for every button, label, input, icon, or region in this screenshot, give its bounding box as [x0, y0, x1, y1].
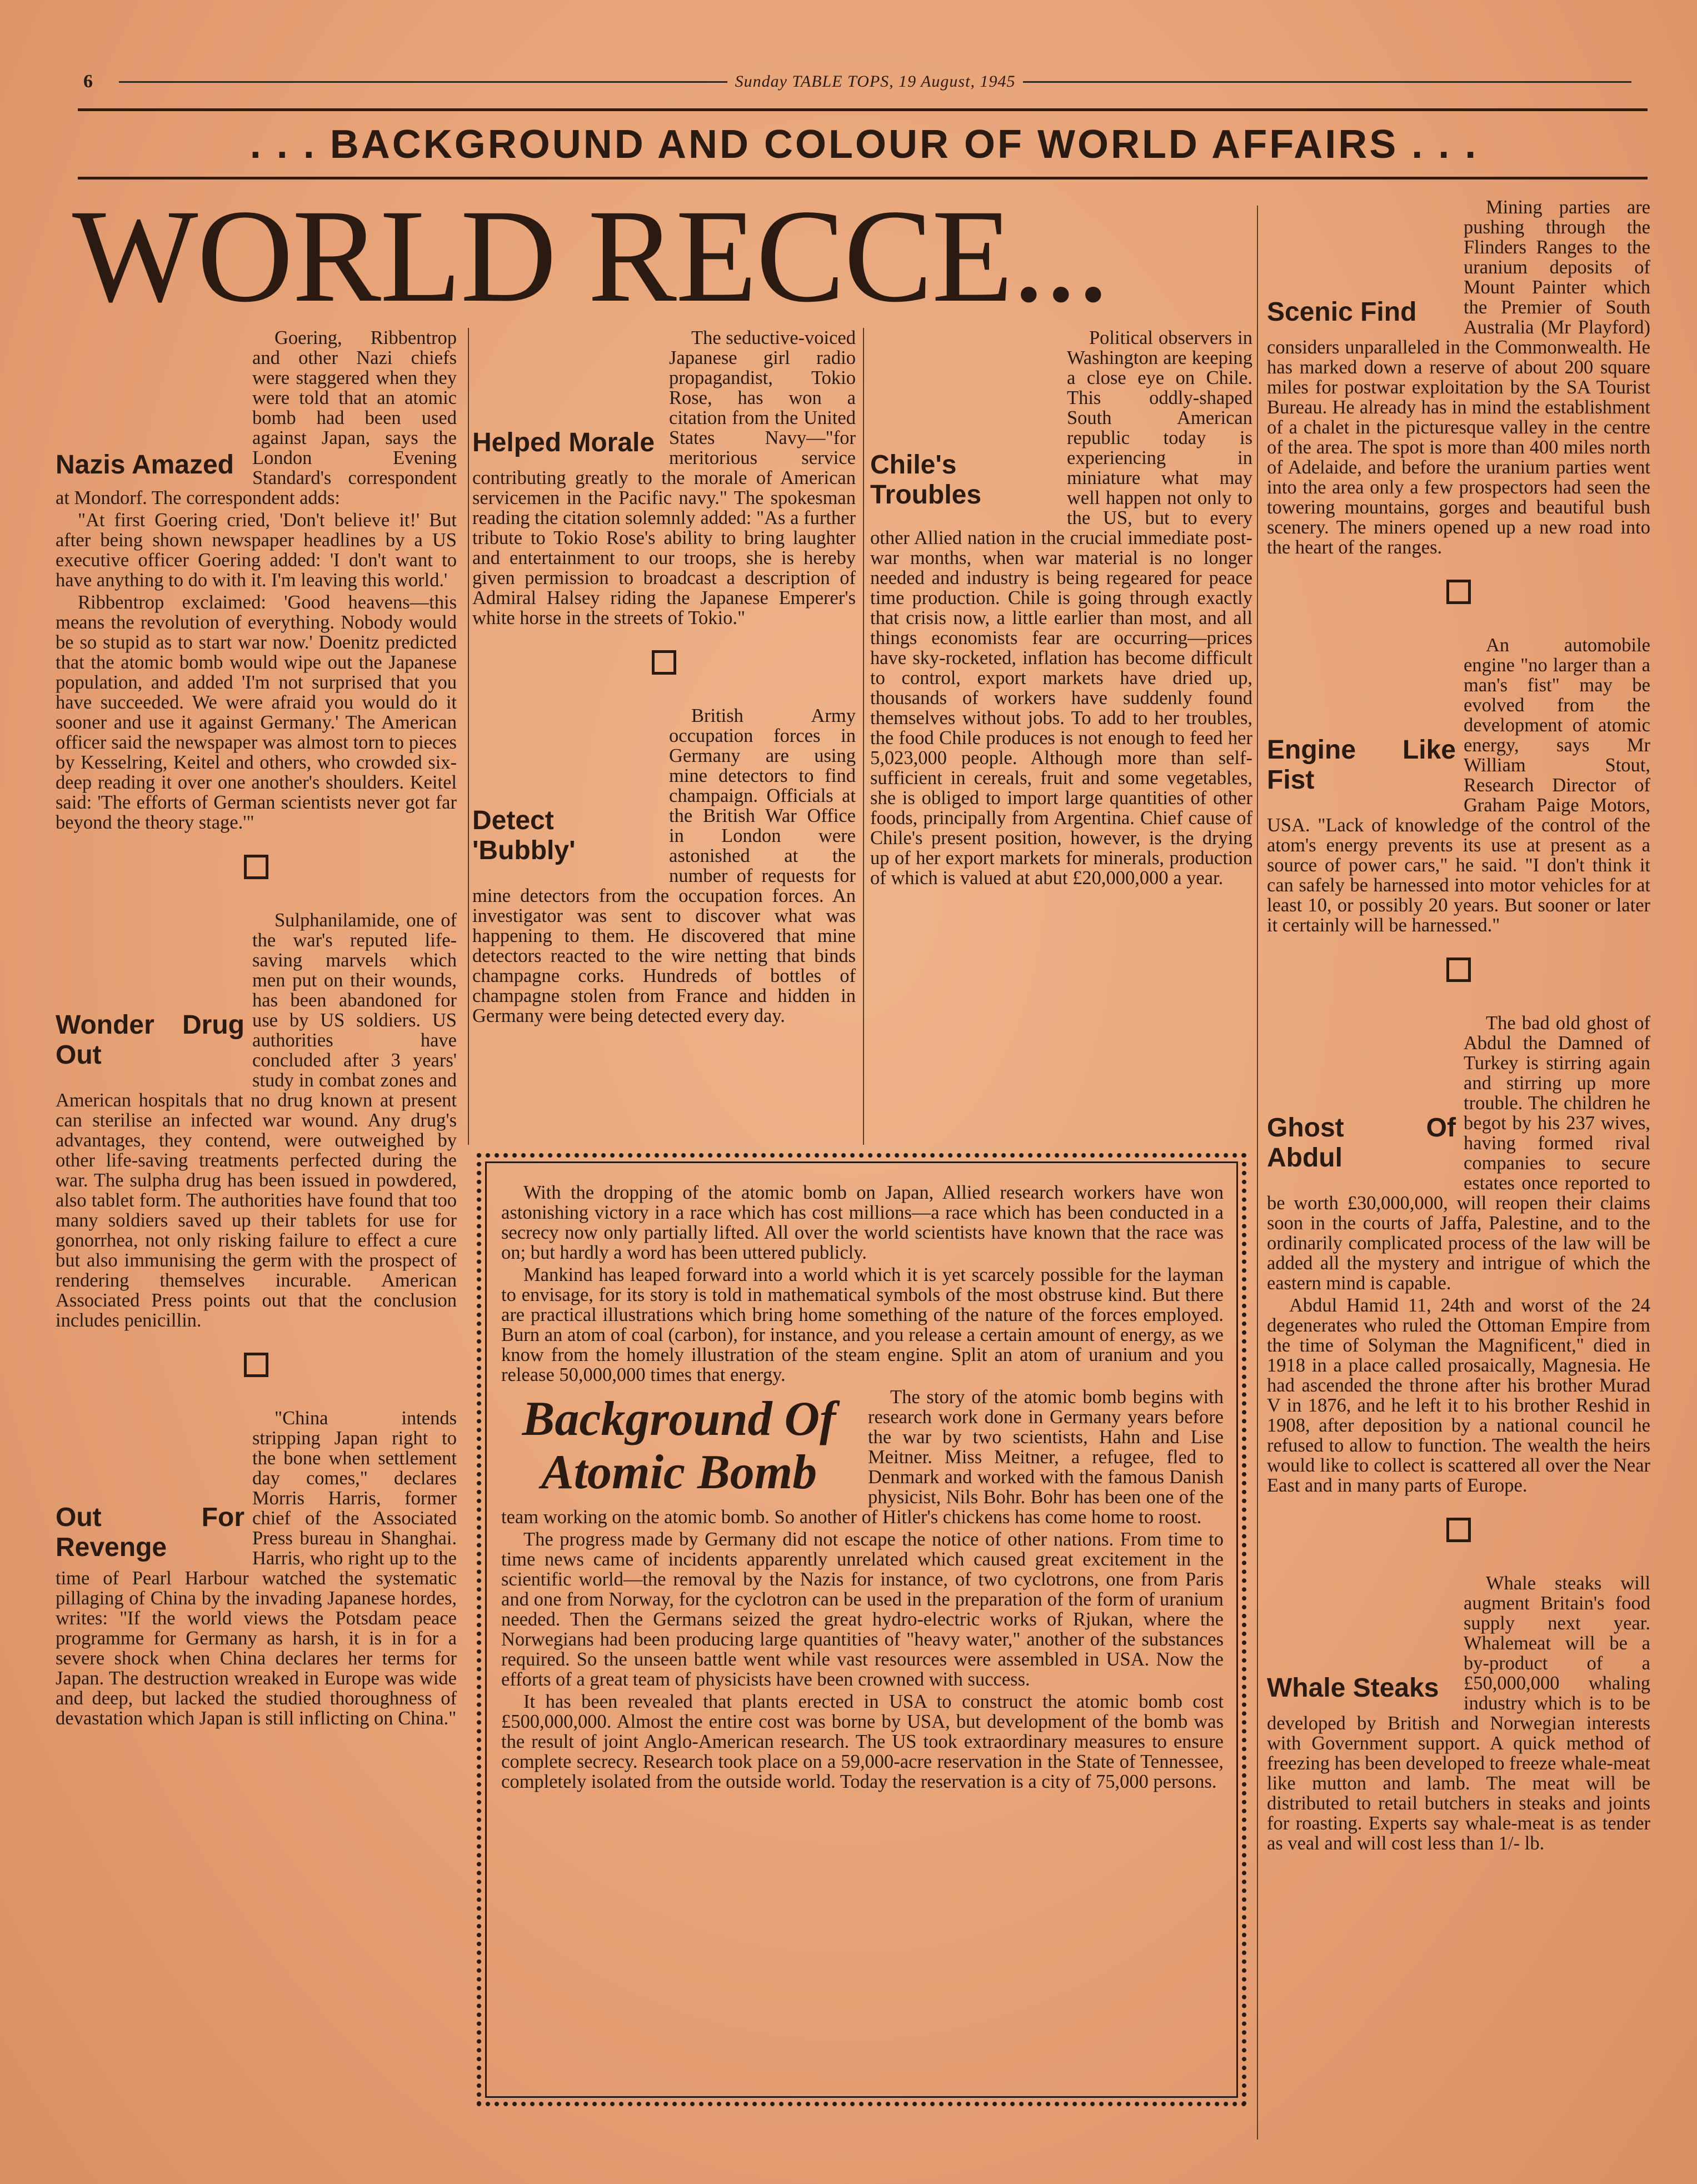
story-headline: Whale Steaks	[1267, 1673, 1439, 1703]
section-divider-box	[652, 650, 676, 675]
story-headline: Nazis Amazed	[56, 450, 234, 480]
story-paragraph: "At first Goering cried, 'Don't believe it!' But after being shown newspaper headlines by a US executive officer Goering added: 'I don't want to have anything to do with it. I'm leaving this world.'	[56, 510, 457, 591]
column-4	[1267, 197, 1650, 1856]
feature-paragraph: It has been revealed that plants erected in USA to construct the atomic bomb cost £500,000,000. Almost the entire cost was borne by USA, but development of the bomb was the result of joint Anglo-American research. The US took extraordinary measures to ensure complete secrecy. Research took place on a 59,000-acre reservation in the State of Tennessee, completely isolated from the outside world. Today the reservation is a city of 75,000 persons.	[501, 1691, 1224, 1792]
story-paragraph: The bad old ghost of Abdul the Damned of Turkey is stirring again and stirring up more trouble. The children he begot by his 237 wives, having formed rival companies to secure estates once reported to be worth £30,000,000, will reopen their claims soon in the courts of Jaffa, Palestine, and to the ordinarily complicated process of the law will be added all the mystery and intrigue of which the eastern mind is capable.	[1267, 1013, 1650, 1294]
atomic-bomb-feature-box	[477, 1153, 1246, 2106]
column-2	[472, 328, 856, 1028]
folio-text: Sunday TABLE TOPS, 19 August, 1945	[735, 72, 1016, 91]
feature-paragraph: Mankind has leaped forward into a world which it is yet scarcely possible for the layman to envisage, for its story is told in mathematical symbols of the most obstruse kind. But there are practical illustrations which bring home something of the nature of the forces employed. Burn an atom of coal (carbon), for instance, and you release a certain amount of energy, as we know from the homely illustration of the steam engine. Split an atom of uranium and you release 50,000,000 times that energy.	[501, 1264, 1224, 1385]
section-divider-box	[1446, 580, 1471, 604]
story-headline: Engine Like Fist	[1267, 735, 1456, 795]
folio-rule-left	[119, 81, 727, 83]
story-paragraph: Sulphanilamide, one of the war's reputed life-saving marvels which men put on their wounds, has been abandoned for use by US soldiers. US authorities have concluded after 3 years' study in combat zones and American hospitals that no drug known at present can sterilise an infected war wound. Any drug's advantages, they contend, were outweighed by other life-saving treatments perfected during the war. The sulpha drug has been issued in powdered, also tablet form. The authorities have found that too many soldiers saved up their tablets for use for gonorrhea, not only risking failure to effect a cure but also immunising the germ with the prospect of rendering themselves incurable. American Associated Press points out that the conclusion includes penicillin.	[56, 910, 457, 1331]
masthead-title: WORLD RECCE...	[72, 182, 1109, 330]
top-rule	[78, 108, 1648, 111]
story-paragraph: The seductive-voiced Japanese girl radio propagandist, Tokio Rose, has won a citation from the United States Navy—"for meritorious service contributing greatly to the morale of American servicemen in the Pacific navy." The spokesman reading the citation solemnly added: "As a further tribute to Tokio Rose's ability to bring laughter and entertainment to our troops, she is hereby given permission to broadcast a description of Admiral Halsey riding the Japanese Emperer's white horse in the streets of Tokio."	[472, 327, 856, 629]
story-paragraph: Goering, Ribbentrop and other Nazi chiefs were staggered when they were told that an atomic bomb had been used against Japan, says the London Evening Standard's correspondent at Mondorf. The correspondent adds:	[56, 327, 457, 508]
story-headline: Helped Morale	[472, 428, 655, 457]
column-rule	[863, 328, 864, 1145]
feature-title: Background Of Atomic Bomb	[522, 1392, 836, 1499]
column-rule	[468, 328, 469, 1145]
feature-paragraph: The story of the atomic bomb begins with research work done in Germany years before the war by two scientists, Hahn and Lise Meitner. Miss Meitner, a refugee, fled to Denmark and worked with the famous Danish physicist, Nils Bohr. Bohr has been one of the team working on the atomic bomb. So another of Hitler's chickens has come home to roost.	[501, 1387, 1224, 1528]
story-paragraph: An automobile engine "no larger than a man's fist" may be evolved from the development of atomic energy, says Mr William Stout, Research Director of Graham Paige Motors, USA. "Lack of knowledge of the control of the atom's energy prevents its use at present as a source of power cars," he said. "I don't think it can safely be harnessed into motor vehicles for at least 10, or possibly 20 years. But sooner or later it certainly will be harnessed."	[1267, 635, 1650, 936]
column-1	[56, 328, 457, 1731]
feature-paragraph: With the dropping of the atomic bomb on Japan, Allied research workers have won astonishing victory in a race which has cost millions—a race which has been conducted in a secrecy now only partially lifted. All over the world scientists have known that the race was on; but hardly a word has been uttered publicly.	[501, 1182, 1224, 1263]
story-headline: Wonder Drug Out	[56, 1010, 244, 1070]
story-headline: Detect 'Bubbly'	[472, 806, 576, 865]
story-paragraph: British Army occupation forces in Germany are using mine detectors to find champaign. Officials at the British War Office in London were astonished at the number of requests for mine detectors from the occupation forces. An investigator was sent to discover what was happening to them. He discovered that mine detectors reacted to the wire netting that binds champagne corks. Hundreds of bottles of champagne stolen from France and hidden in Germany were being detected every day.	[472, 705, 856, 1026]
story-headline: Ghost Of Abdul	[1267, 1113, 1456, 1173]
column-3	[870, 328, 1252, 890]
section-divider-box	[1446, 1518, 1471, 1542]
story-paragraph: Whale steaks will augment Britain's food supply next year. Whalemeat will be a by-product of a £50,000,000 whaling industry which is to be developed by British and Norwegian interests with Government support. A quick method of freezing has been developed to freeze whale-meat like mutton and lamb. The meat will be distributed to retail butchers in steaks and joints for roasting. Experts say whale-meat is as tender as veal and will cost less than 1/- lb.	[1267, 1573, 1650, 1854]
story-headline: Out For Revenge	[56, 1503, 244, 1562]
story-paragraph: Abdul Hamid 11, 24th and worst of the 24 degenerates who ruled the Ottoman Empire from the time of Solyman the Magnificent," died in 1918 in a place called prosaically, Magnesia. He had ascended the throne after his brother Murad V in 1876, and he left it to his brother Reshid in 1908, after deposition by a national council he refused to allow to function. The wealth the heirs would like to collect is scattered all over the Near East and in many parts of Europe.	[1267, 1295, 1650, 1496]
folio-rule-right	[1023, 81, 1631, 83]
column-rule	[1257, 206, 1258, 2140]
page-number: 6	[83, 71, 93, 92]
story-headline: Chile's Troubles	[870, 450, 982, 510]
section-divider-box	[1446, 958, 1471, 982]
feature-body	[501, 1183, 1224, 1794]
story-paragraph: "China intends stripping Japan right to the bone when settlement day comes," declares Morris Harris, former chief of the Associated Press bureau in Shanghai. Harris, who right up to the time of Pearl Harbour watched the systematic pillaging of China by the invading Japanese hordes, writes: "If the world views the Potsdam peace programme for Germany as harsh, it is in for a severe shock when China declares her terms for Japan. The destruction wreaked in Europe was wide and deep, but lacked the studied thoroughness of devastation which Japan is still inflicting on China."	[56, 1408, 457, 1729]
story-paragraph: Ribbentrop exclaimed: 'Good heavens—this means the revolution of everything. Nobody would be so stupid as to start war now.' Doenitz predicted that the atomic bomb would wipe out the Japanese population, and added 'I'm not surprised that you have succeeded. We were afraid you would do it sooner and use it against Germany.' The American officer said the newspaper was almost torn to pieces by Kesselring, Keitel and others, who crowded six-deep reading it over one another's shoulders. Keitel said: 'The efforts of German scientists never got far beyond the theory stage.'"	[56, 592, 457, 833]
story-paragraph: Mining parties are pushing through the Flinders Ranges to the uranium deposits of Mount Painter which the Premier of South Australia (Mr Playford) considers unparalleled in the Commonwealth. He has marked down a reserve of about 200 square miles for postwar exploitation by the SA Tourist Bureau. He already has in mind the establishment of a chalet in the picturesque valley in the centre of the area. The spot is more than 400 miles north of Adelaide, and before the uranium parties went into the area only a few prospectors had seen the towering mountains, gorges and beautiful bush scenery. The miners opened up a new road into the heart of the ranges.	[1267, 197, 1650, 558]
story-headline: Scenic Find	[1267, 297, 1417, 327]
section-divider-box	[244, 855, 268, 879]
section-divider-box	[244, 1353, 268, 1377]
story-paragraph: Political observers in Washington are keeping a close eye on Chile. This oddly-shaped South American republic today is experiencing in miniature what may well happen not only to the US, but to every other Allied nation in the crucial immediate post-war months, when war material is no longer needed and industry is being regeared for peace time production. Chile is going through exactly that crisis now, a little earlier than most, and all things economists fear are occurring—prices have sky-rocketed, inflation has become difficult to control, export markets have dried up, thousands of workers have suddenly found themselves without jobs. To add to her troubles, the food Chile produces is not enough to feed her 5,023,000 people. Although more than self-sufficient in cereals, fruit and some vegetables, she is obliged to import large quantities of other foods, principally from Argentina. Chief cause of Chile's present position, however, is the drying up of her export markets for minerals, production of which is valued at abut £20,000,000 a year.	[870, 327, 1252, 889]
kicker-rule	[78, 177, 1648, 179]
folio-line	[83, 68, 1639, 96]
feature-paragraph: The progress made by Germany did not escape the notice of other nations. From time to time news came of incidents apparently unrelated which caused great excitement in the scientific world—the removal by the Nazis for instance, of two cyclotrons, one from Paris and one from Norway, for the cyclotron can be used in the preparation of the form of uranium needed. Then the Germans seized the great hydro-electric works of Rjukan, where the Norwegians had been producing large quantities of "heavy water," another of the substances required. So the unseen battle went while vast resources were assembled in USA. Now the efforts of a great team of physicists have been crowned with success.	[501, 1529, 1224, 1690]
section-kicker: . . . BACKGROUND AND COLOUR OF WORLD AFFAIRS . . .	[249, 122, 1479, 167]
